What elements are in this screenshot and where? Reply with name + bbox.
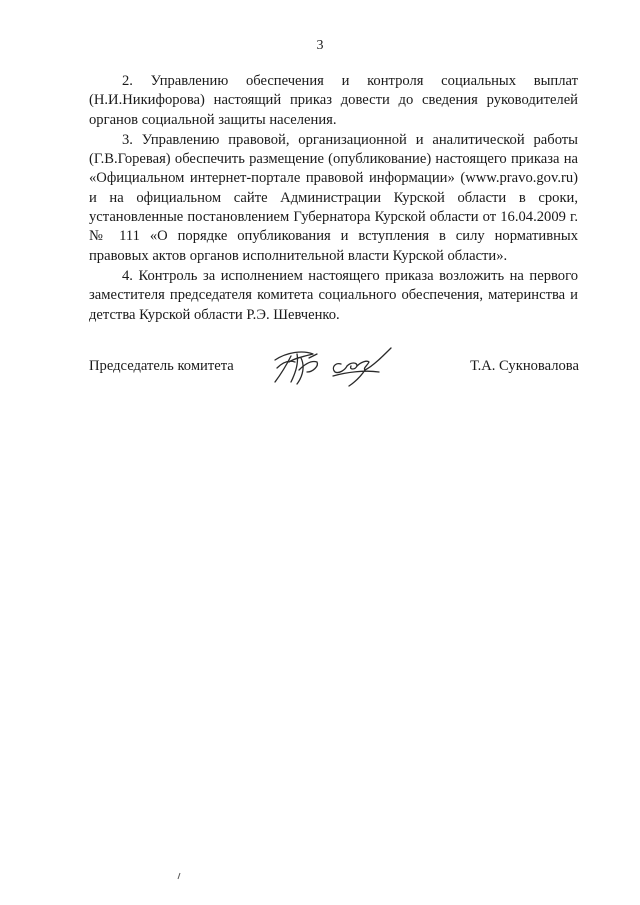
signer-title: Председатель комитета (89, 358, 234, 374)
signature-block (89, 342, 579, 390)
paragraph-item-3: 3. Управлению правовой, организационной и аналитической работы (Г.В.Горевая) обеспечить размещение (опубликование) настоящего приказа на «Официальном интернет-портале правовой информации» (www.pravo.gov.ru) и на официальном сайте Администрации Курской области в сроки, установленные постановлением Губернатора Курской области от 16.04.2009 г. № 111 «О порядке опубликования и вступления в силу нормативных правовых актов органов исполнительной власти Курской области». (89, 131, 578, 264)
handwritten-signature (269, 342, 397, 390)
paragraph-item-2: 2. Управлению обеспечения и контроля социальных выплат (Н.И.Никифорова) настоящий приказ довести до сведения руководителей органов социальной защиты населения. (89, 73, 578, 128)
paragraph-item-4: 4. Контроль за исполнением настоящего приказа возложить на первого заместителя председателя комитета социального обеспечения, материнства и детства Курской области Р.Э. Шевченко. (89, 267, 578, 323)
signer-name: Т.А. Сукновалова (470, 358, 579, 374)
page-number: 3 (316, 38, 324, 53)
document-body (89, 72, 578, 325)
stray-mark (177, 872, 181, 880)
